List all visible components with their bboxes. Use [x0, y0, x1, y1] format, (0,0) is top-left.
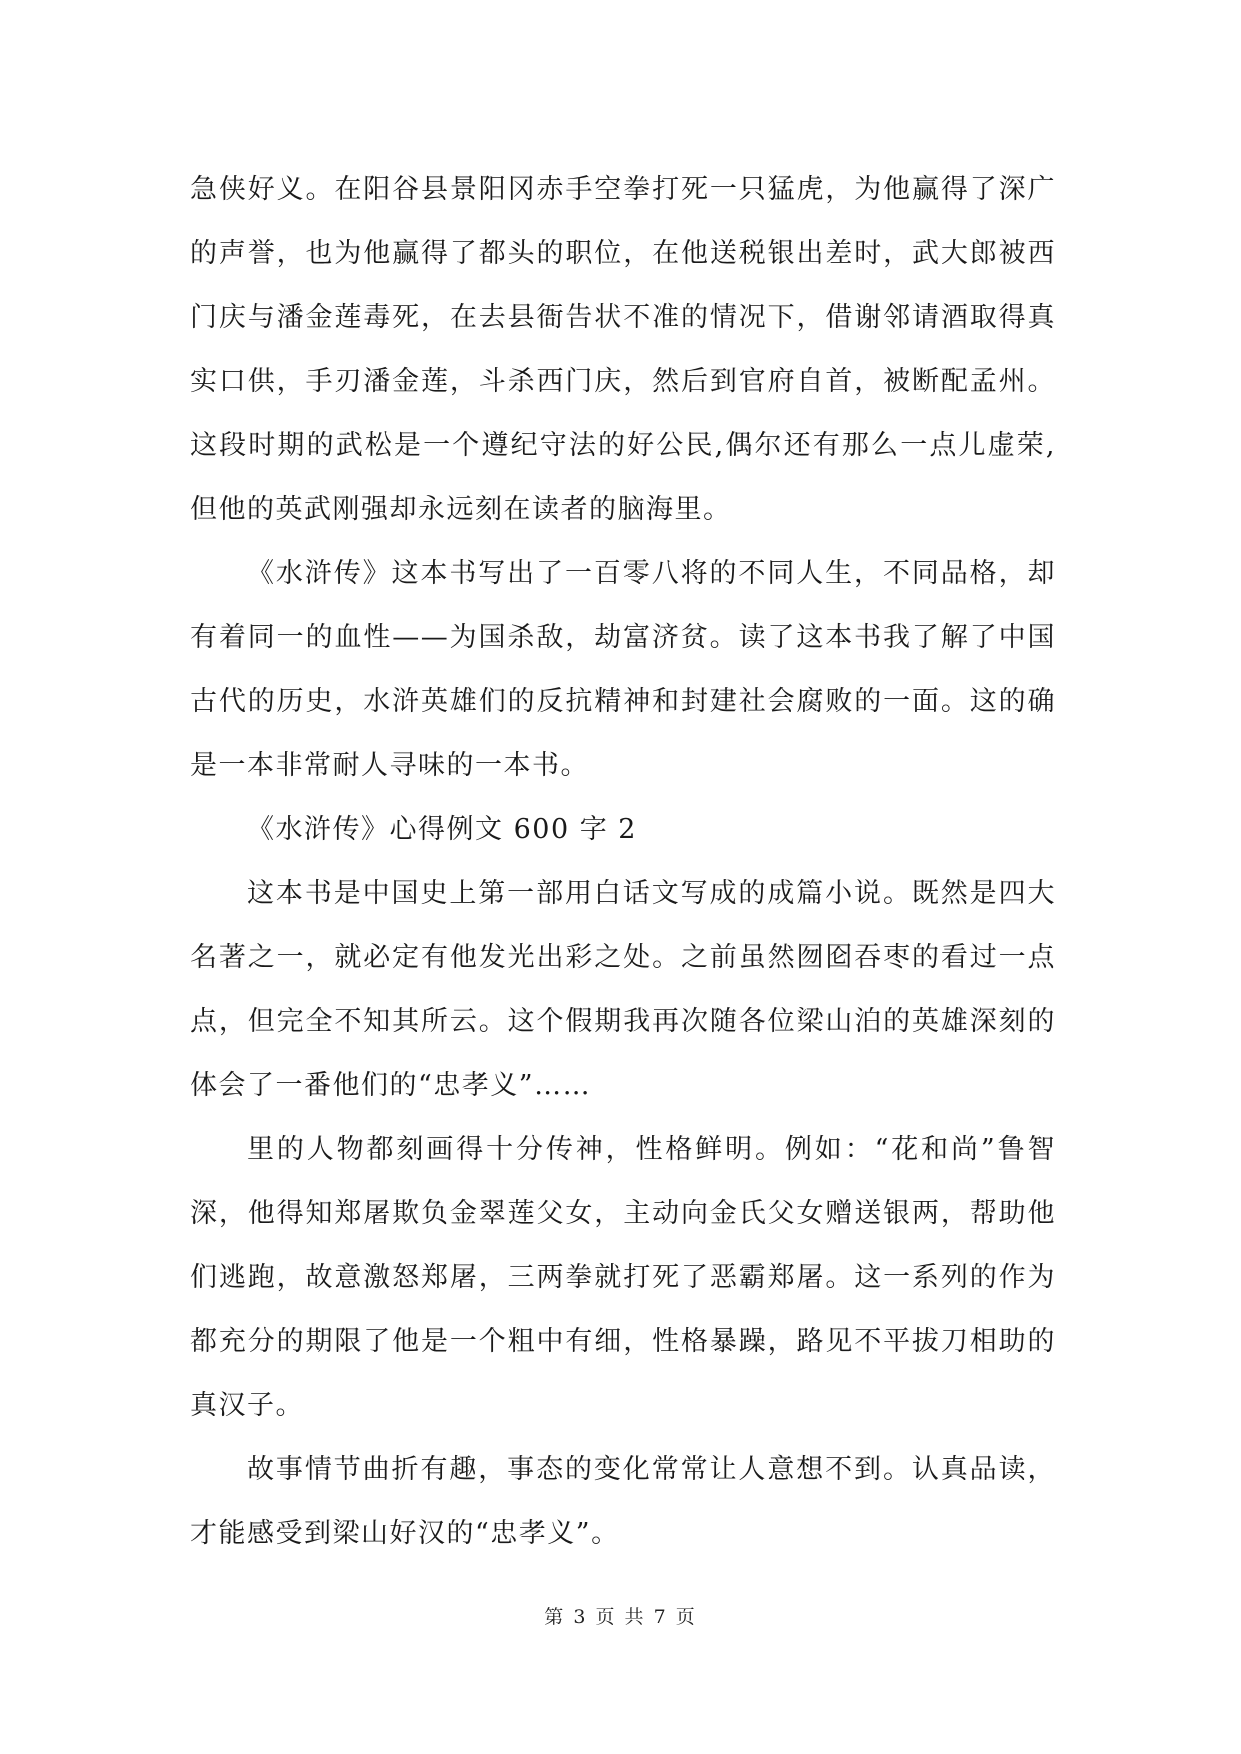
page-footer: [0, 1602, 1241, 1629]
footer-suffix: 页: [675, 1606, 697, 1628]
section-heading: 《水浒传》心得例文 600 字 2: [247, 814, 637, 845]
footer-prefix: 第: [544, 1606, 566, 1628]
footer-total-pages: 7: [653, 1606, 668, 1628]
paragraph-continuation: 急侠好义。在阳谷县景阳冈赤手空拳打死一只猛虎，为他赢得了深广的声誉，也为他赢得了都头的职位，在他送税银出差时，武大郎被西门庆与潘金莲毒死，在去县衙告状不准的情况下，借谢邻请酒取得真实口供，手刃潘金莲，斗杀西门庆，然后到官府自首，被断配孟州。这段时期的武松是一个遵纪守法的好公民,偶尔还有那么一点儿虚荣,但他的英武刚强却永远刻在读者的脑海里。: [190, 174, 1056, 525]
footer-current-page: 3: [573, 1606, 588, 1628]
body-text: [190, 158, 1056, 1566]
paragraph-summary: 《水浒传》这本书写出了一百零八将的不同人生，不同品格，却有着同一的血性——为国杀敌，劫富济贫。读了这本书我了解了中国古代的历史，水浒英雄们的反抗精神和封建社会腐败的一面。这的确是一本非常耐人寻味的一本书。: [190, 558, 1056, 781]
paragraph-intro: 这本书是中国史上第一部用白话文写成的成篇小说。既然是四大名著之一，就必定有他发光出彩之处。之前虽然囫囵吞枣的看过一点点，但完全不知其所云。这个假期我再次随各位梁山泊的英雄深刻的体会了一番他们的“忠孝义”……: [190, 878, 1056, 1101]
paragraph-plot: 故事情节曲折有趣，事态的变化常常让人意想不到。认真品读，才能感受到梁山好汉的“忠孝义”。: [190, 1454, 1056, 1549]
paragraph-characters: 里的人物都刻画得十分传神，性格鲜明。例如：“花和尚”鲁智深，他得知郑屠欺负金翠莲父女，主动向金氏父女赠送银两，帮助他们逃跑，故意激怒郑屠，三两拳就打死了恶霸郑屠。这一系列的作为都充分的期限了他是一个粗中有细，性格暴躁，路见不平拔刀相助的真汉子。: [190, 1134, 1056, 1421]
footer-middle: 页 共: [595, 1606, 646, 1628]
